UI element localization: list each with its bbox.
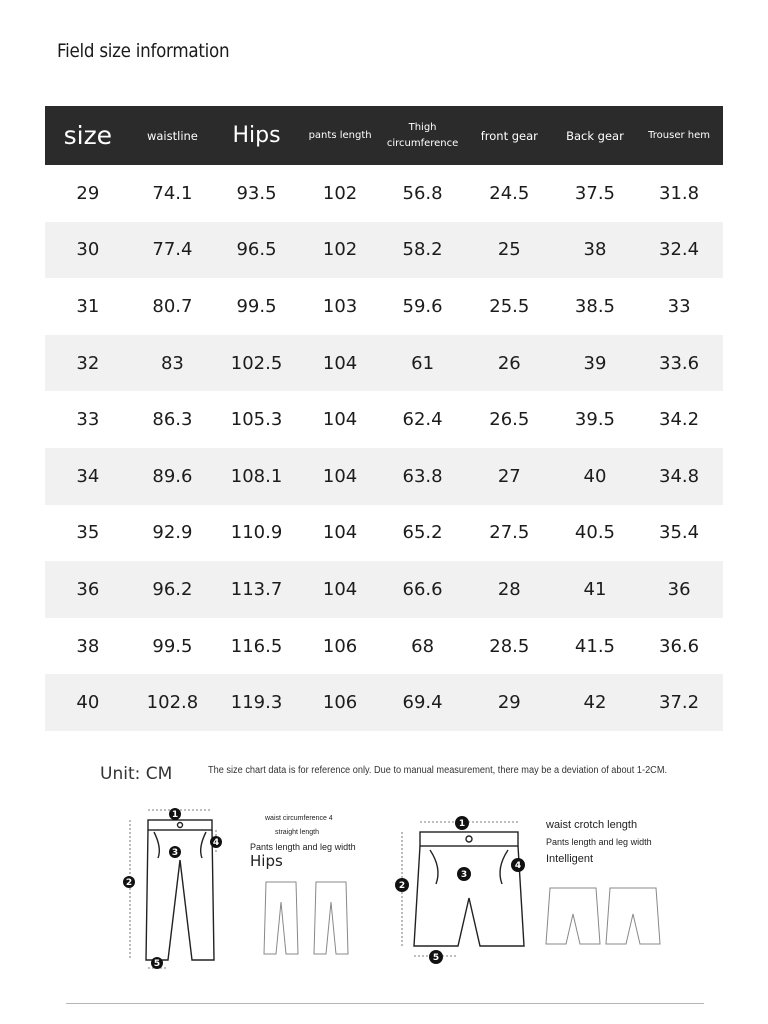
table-header-row: [45, 106, 723, 165]
col-header: Back gear: [566, 128, 624, 143]
table-row: [45, 618, 723, 675]
table-row: [45, 674, 723, 731]
table-cell: 108.1: [230, 465, 283, 487]
thumbnail-front: [264, 882, 298, 954]
table-cell: 61: [411, 352, 435, 374]
table-cell: 105.3: [230, 409, 283, 431]
legend-line: waist circumference 4: [265, 815, 333, 822]
table-cell: 104: [322, 409, 358, 431]
table-cell: 35: [76, 522, 100, 544]
table-cell: 116.5: [230, 635, 283, 657]
table-cell: 28: [497, 578, 521, 600]
table-cell: 74.1: [152, 182, 193, 204]
table-cell: 77.4: [152, 239, 193, 261]
thumbnail-front: [546, 888, 600, 944]
table-cell: 34: [76, 465, 100, 487]
marker-label: 5: [432, 953, 440, 963]
table-cell: 119.3: [230, 692, 283, 714]
table-cell: 25: [497, 239, 521, 261]
table-cell: 102: [322, 182, 358, 204]
table-cell: 33.6: [659, 352, 700, 374]
table-cell: 25.5: [489, 295, 530, 317]
table-cell: 80.7: [152, 295, 193, 317]
table-cell: 33: [667, 295, 691, 317]
table-cell: 26: [497, 352, 521, 374]
table-cell: 33: [76, 409, 100, 431]
legend-line: Hips: [250, 852, 283, 870]
table-cell: 68: [411, 635, 435, 657]
table-cell: 31: [76, 295, 100, 317]
table-cell: 38: [583, 239, 607, 261]
page-title: Field size information: [57, 40, 230, 62]
table-cell: 36: [667, 578, 691, 600]
table-cell: 104: [322, 578, 358, 600]
table-cell: 39.5: [574, 409, 615, 431]
table-cell: 38.5: [574, 295, 615, 317]
table-cell: 104: [322, 522, 358, 544]
thumbnail-back: [314, 882, 348, 954]
legend-line: Intelligent: [546, 853, 594, 865]
table-cell: 38: [76, 635, 100, 657]
thumbnail-back: [606, 888, 660, 944]
table-cell: 32: [76, 352, 100, 374]
waistband-shape: [148, 820, 212, 830]
footer-divider: [66, 1003, 704, 1004]
table-cell: 32.4: [659, 239, 700, 261]
table-row: [45, 561, 723, 618]
marker-label: 5: [153, 959, 161, 969]
left-pocket-line: [154, 832, 159, 858]
right-pocket-line: [201, 832, 206, 858]
table-row: [45, 278, 723, 335]
table-cell: 26.5: [489, 409, 530, 431]
button-shape: [178, 823, 183, 828]
table-cell: 106: [322, 635, 358, 657]
marker-label: 1: [458, 819, 466, 829]
table-cell: 39: [583, 352, 607, 374]
table-row: [45, 391, 723, 448]
left-pocket-line: [430, 850, 438, 884]
marker-label: 2: [398, 881, 406, 891]
table-cell: 69.4: [402, 692, 443, 714]
legend-line: Pants length and leg width: [250, 842, 356, 852]
table-cell: 93.5: [236, 182, 277, 204]
table-cell: 42: [583, 692, 607, 714]
unit-label: Unit: CM: [100, 764, 173, 784]
table-cell: 65.2: [402, 522, 443, 544]
legend-right: [546, 818, 652, 866]
shorts-thumbnails: [544, 884, 664, 949]
legend-left: [250, 812, 356, 868]
right-pocket-line: [500, 850, 508, 884]
table-cell: 30: [76, 239, 100, 261]
button-shape: [466, 836, 472, 842]
table-cell: 62.4: [402, 409, 443, 431]
marker-label: 3: [460, 870, 468, 880]
table-body: [45, 165, 723, 731]
table-cell: 37.2: [659, 692, 700, 714]
col-header: waistline: [146, 128, 198, 143]
table-cell: 102.8: [146, 692, 199, 714]
col-header: front gear: [480, 128, 538, 143]
table-cell: 106: [322, 692, 358, 714]
disclaimer-note: The size chart data is for reference only. Due to manual measurement, there may be a deviation of about 1-2CM.: [208, 765, 668, 776]
table-cell: 113.7: [230, 578, 283, 600]
long-pants-diagram: [118, 800, 228, 975]
table-cell: 63.8: [402, 465, 443, 487]
table-cell: 40: [76, 692, 100, 714]
table-cell: 102: [322, 239, 358, 261]
col-header: Thigh circumference: [386, 121, 459, 149]
table-cell: 36: [76, 578, 100, 600]
table-row: [45, 505, 723, 562]
table-cell: 96.5: [236, 239, 277, 261]
col-header: pants length: [308, 129, 372, 141]
legend-line: Pants length and leg width: [546, 837, 652, 847]
table-cell: 104: [322, 465, 358, 487]
marker-label: 4: [212, 838, 220, 848]
col-header: Trouser hem: [648, 129, 711, 141]
table-cell: 102.5: [230, 352, 283, 374]
table-cell: 66.6: [402, 578, 443, 600]
table-cell: 31.8: [659, 182, 700, 204]
legend-line: straight length: [275, 829, 319, 836]
table-row: [45, 165, 723, 222]
table-cell: 34.2: [659, 409, 700, 431]
marker-label: 1: [171, 810, 179, 820]
table-cell: 27.5: [489, 522, 530, 544]
legend-line: waist crotch length: [546, 819, 638, 831]
col-header: size: [63, 120, 113, 150]
table-cell: 86.3: [152, 409, 193, 431]
table-cell: 59.6: [402, 295, 443, 317]
table-cell: 34.8: [659, 465, 700, 487]
table-cell: 110.9: [230, 522, 283, 544]
pants-thumbnails: [258, 878, 358, 958]
table-cell: 29: [76, 182, 100, 204]
table-cell: 41.5: [574, 635, 615, 657]
table-cell: 37.5: [574, 182, 615, 204]
marker-label: 4: [514, 861, 522, 871]
table-cell: 24.5: [489, 182, 530, 204]
table-cell: 27: [497, 465, 521, 487]
table-cell: 36.6: [659, 635, 700, 657]
table-cell: 103: [322, 295, 358, 317]
marker-label: 3: [171, 848, 179, 858]
table-cell: 40.5: [574, 522, 615, 544]
table-row: [45, 335, 723, 392]
table-cell: 28.5: [489, 635, 530, 657]
shorts-diagram: [390, 808, 535, 968]
table-cell: 41: [583, 578, 607, 600]
table-cell: 35.4: [659, 522, 700, 544]
table-cell: 58.2: [402, 239, 443, 261]
table-cell: 83: [160, 352, 184, 374]
table-row: [45, 448, 723, 505]
table-row: [45, 222, 723, 279]
table-cell: 99.5: [236, 295, 277, 317]
table-cell: 89.6: [152, 465, 193, 487]
table-cell: 96.2: [152, 578, 193, 600]
table-cell: 92.9: [152, 522, 193, 544]
table-cell: 104: [322, 352, 358, 374]
waistband-shape: [420, 832, 518, 846]
table-cell: 99.5: [152, 635, 193, 657]
col-header: Hips: [232, 122, 281, 148]
marker-label: 2: [125, 878, 133, 888]
size-table: [45, 106, 723, 731]
shorts-outline: [414, 846, 524, 946]
table-cell: 40: [583, 465, 607, 487]
table-cell: 56.8: [402, 182, 443, 204]
table-cell: 29: [497, 692, 521, 714]
